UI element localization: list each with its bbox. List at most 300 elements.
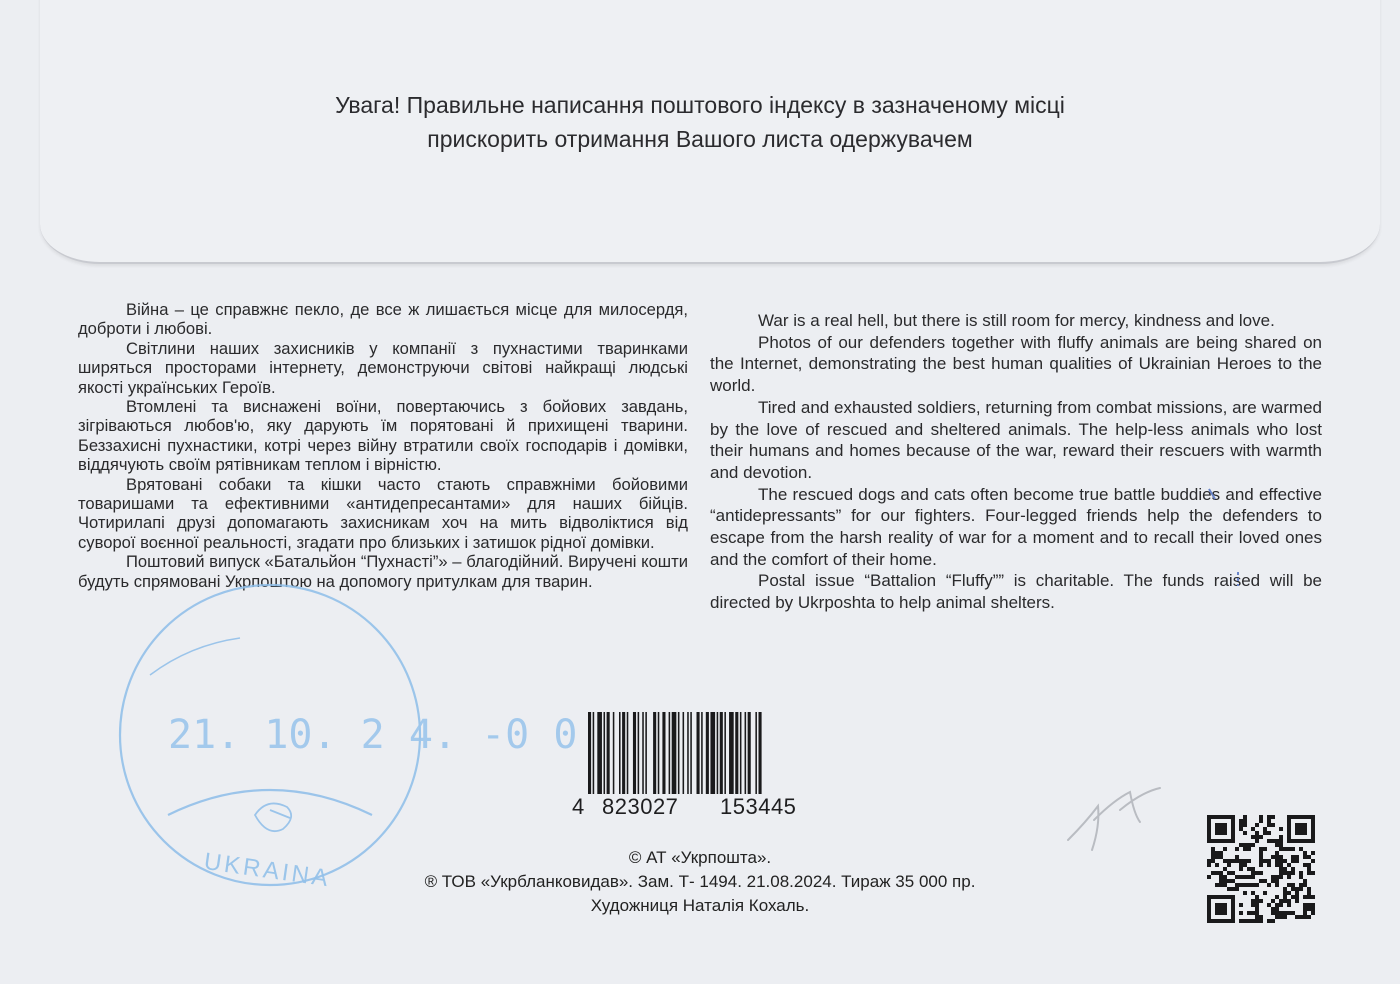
qr-module (1275, 855, 1279, 859)
qr-module (1227, 859, 1231, 863)
qr-module (1251, 827, 1255, 831)
qr-module (1271, 823, 1275, 827)
qr-module (1255, 831, 1259, 835)
qr-module (1307, 891, 1311, 895)
qr-module (1271, 815, 1275, 819)
en-paragraph: Photos of our defenders together with fluffy animals are being shared on the Internet, demonstrating the best human qualities of Ukrainian Heroes to the world. (710, 332, 1322, 396)
qr-module (1271, 899, 1275, 903)
qr-module (1219, 855, 1223, 859)
qr-module (1251, 883, 1255, 887)
qr-module (1247, 875, 1251, 879)
barcode-bar (724, 712, 726, 794)
barcode-first-digit: 4 (572, 794, 585, 819)
qr-module (1311, 871, 1315, 875)
qr-module (1223, 879, 1227, 883)
qr-module (1247, 919, 1251, 923)
barcode-bar (755, 712, 757, 794)
qr-module (1239, 819, 1243, 823)
barcode-bar (690, 712, 692, 794)
qr-module (1283, 859, 1287, 863)
qr-module (1239, 875, 1243, 879)
qr-module (1239, 867, 1243, 871)
qr-module (1303, 851, 1307, 855)
qr-module (1259, 915, 1263, 919)
qr-module (1235, 855, 1239, 859)
qr-module (1215, 855, 1219, 859)
qr-module (1255, 883, 1259, 887)
qr-module (1215, 851, 1219, 855)
qr-module (1259, 851, 1263, 855)
qr-module (1259, 819, 1263, 823)
qr-module (1267, 823, 1271, 827)
qr-module (1291, 859, 1295, 863)
qr-module (1239, 863, 1243, 867)
barcode-bar (658, 712, 660, 794)
qr-module (1259, 815, 1263, 819)
qr-module (1275, 911, 1279, 915)
qr-module (1291, 871, 1295, 875)
barcode-bar (678, 712, 680, 794)
qr-module (1247, 859, 1251, 863)
qr-module (1251, 875, 1255, 879)
qr-module (1267, 815, 1271, 819)
qr-module (1243, 919, 1247, 923)
qr-module (1255, 839, 1259, 843)
qr-module (1227, 871, 1231, 875)
qr-module (1303, 855, 1307, 859)
qr-module (1251, 903, 1255, 907)
qr-module (1287, 847, 1291, 851)
barcode-bar (633, 712, 636, 794)
qr-module (1299, 871, 1303, 875)
qr-module (1243, 863, 1247, 867)
qr-module (1267, 863, 1271, 867)
qr-module (1299, 847, 1303, 851)
qr-module (1251, 919, 1255, 923)
barcode-bar (717, 712, 719, 794)
barcode-bar (729, 712, 734, 794)
qr-module (1219, 875, 1223, 879)
qr-module (1239, 919, 1243, 923)
qr-module (1211, 847, 1215, 851)
qr-module (1279, 863, 1283, 867)
qr-module (1279, 899, 1283, 903)
qr-module (1279, 859, 1283, 863)
qr-module (1287, 863, 1291, 867)
barcode-bar (697, 712, 700, 794)
qr-module (1207, 875, 1211, 879)
qr-module (1279, 847, 1283, 851)
notice-line-1: Увага! Правильне написання поштового індексу в зазначеному місці (335, 92, 1065, 118)
ink-speck (1206, 486, 1220, 502)
qr-module (1307, 915, 1311, 919)
qr-module (1283, 895, 1287, 899)
barcode-bar (638, 712, 640, 794)
qr-module (1271, 855, 1275, 859)
qr-module (1267, 831, 1271, 835)
qr-module (1223, 875, 1227, 879)
qr-module (1239, 903, 1243, 907)
barcode-bar (653, 712, 656, 794)
qr-module (1255, 903, 1259, 907)
qr-module (1271, 911, 1275, 915)
qr-module (1211, 855, 1215, 859)
qr-module (1275, 863, 1279, 867)
qr-module (1243, 847, 1247, 851)
qr-module (1251, 871, 1255, 875)
qr-module (1243, 859, 1247, 863)
barcode-bar (735, 712, 738, 794)
qr-module (1279, 915, 1283, 919)
barcode-bar (597, 712, 602, 794)
qr-module (1291, 867, 1295, 871)
qr-module (1295, 899, 1299, 903)
barcode-bar (687, 712, 689, 794)
qr-module (1247, 867, 1251, 871)
credits-line-3: Художниця Наталія Кохаль. (590, 896, 810, 915)
barcode-bar (622, 712, 625, 794)
qr-module (1295, 855, 1299, 859)
uk-paragraph: Поштовий випуск «Батальйон “Пухнасті”» – благодійний. Виручені кошти будуть спрямовані Укрпоштою на допомогу притулкам для тварин. (78, 552, 688, 591)
barcode-bar (701, 712, 703, 794)
qr-module (1247, 883, 1251, 887)
qr-module (1235, 883, 1239, 887)
barcode-bar (607, 712, 610, 794)
qr-module (1215, 871, 1219, 875)
qr-module (1279, 875, 1283, 879)
qr-module (1251, 867, 1255, 871)
qr-module (1287, 899, 1291, 903)
qr-module (1275, 883, 1279, 887)
qr-module (1275, 915, 1279, 919)
qr-module (1271, 919, 1275, 923)
qr-module (1303, 883, 1307, 887)
qr-module (1267, 859, 1271, 863)
qr-module (1239, 843, 1243, 847)
qr-module (1235, 847, 1239, 851)
postmark-date: 21. 10. 2 4. -0 0 (168, 712, 578, 758)
qr-finder (1295, 823, 1307, 835)
barcode-bar (759, 712, 762, 794)
qr-module (1271, 875, 1275, 879)
qr-module (1255, 895, 1259, 899)
qr-module (1275, 859, 1279, 863)
qr-module (1267, 903, 1271, 907)
qr-module (1299, 915, 1303, 919)
barcode-bar (672, 712, 677, 794)
qr-module (1303, 879, 1307, 883)
qr-module (1251, 899, 1255, 903)
qr-module (1263, 831, 1267, 835)
en-paragraph: Tired and exhausted soldiers, returning from combat missions, are warmed by the love of rescued and sheltered animals. The help-less animals who lost their humans and homes because of the war, reward their rescuers with warmth and devotion. (710, 397, 1322, 482)
qr-module (1239, 883, 1243, 887)
qr-module (1291, 911, 1295, 915)
qr-module (1279, 843, 1283, 847)
qr-module (1307, 903, 1311, 907)
qr-module (1255, 907, 1259, 911)
qr-module (1295, 891, 1299, 895)
qr-module (1299, 887, 1303, 891)
qr-module (1235, 859, 1239, 863)
barcode-bar (613, 712, 615, 794)
qr-module (1283, 871, 1287, 875)
qr-module (1283, 911, 1287, 915)
qr-module (1211, 851, 1215, 855)
qr-module (1219, 883, 1223, 887)
qr-module (1255, 919, 1259, 923)
pencil-mark (1060, 780, 1170, 870)
barcode-bar (642, 712, 644, 794)
qr-module (1279, 903, 1283, 907)
barcode-group-1: 823027 (602, 794, 679, 819)
qr-module (1211, 859, 1215, 863)
qr-module (1207, 859, 1211, 863)
qr-module (1223, 867, 1227, 871)
qr-module (1243, 823, 1247, 827)
qr-module (1283, 891, 1287, 895)
qr-module (1227, 879, 1231, 883)
qr-module (1279, 855, 1283, 859)
qr-module (1307, 907, 1311, 911)
qr-module (1287, 883, 1291, 887)
qr-module (1287, 875, 1291, 879)
qr-module (1259, 863, 1263, 867)
qr-module (1291, 883, 1295, 887)
qr-module (1251, 843, 1255, 847)
qr-module (1267, 839, 1271, 843)
qr-module (1303, 907, 1307, 911)
qr-module (1283, 847, 1287, 851)
postmark-country: UKRAINA (202, 847, 333, 893)
qr-module (1255, 899, 1259, 903)
barcode-bars (588, 712, 824, 794)
qr-module (1279, 867, 1283, 871)
barcode-bar (593, 712, 595, 794)
postal-code-notice (150, 88, 1250, 156)
qr-module (1275, 839, 1279, 843)
en-paragraph: War is a real hell, but there is still room for mercy, kindness and love. (758, 311, 1275, 330)
qr-module (1307, 871, 1311, 875)
qr-module (1283, 887, 1287, 891)
credits-line-1: © АТ «Укрпошта». (628, 848, 772, 867)
qr-module (1279, 835, 1283, 839)
qr-module (1251, 891, 1255, 895)
qr-module (1239, 859, 1243, 863)
qr-module (1311, 903, 1315, 907)
barcode-bar (619, 712, 621, 794)
qr-module (1283, 899, 1287, 903)
qr-module (1303, 863, 1307, 867)
qr-module (1247, 843, 1251, 847)
qr-module (1291, 855, 1295, 859)
qr-module (1243, 819, 1247, 823)
qr-module (1231, 879, 1235, 883)
qr-module (1263, 891, 1267, 895)
qr-module (1311, 895, 1315, 899)
qr-code (1207, 815, 1315, 923)
barcode-bar (627, 712, 629, 794)
qr-module (1295, 915, 1299, 919)
qr-module (1307, 887, 1311, 891)
qr-module (1275, 879, 1279, 883)
qr-module (1215, 863, 1219, 867)
qr-module (1275, 843, 1279, 847)
qr-module (1223, 847, 1227, 851)
english-text-column (710, 310, 1322, 614)
qr-module (1243, 843, 1247, 847)
qr-module (1287, 911, 1291, 915)
en-paragraph: The rescued dogs and cats often become true battle buddies and effective “antidepressants” for our fighters. Four-legged friends help the defenders to escape from the harsh reality of war for a moment and to recall their loved ones and the comfort of their home. (710, 484, 1322, 569)
qr-module (1279, 839, 1283, 843)
qr-module (1259, 899, 1263, 903)
barcode-bar (748, 712, 751, 794)
qr-module (1271, 839, 1275, 843)
qr-module (1275, 895, 1279, 899)
qr-module (1235, 875, 1239, 879)
qr-module (1255, 823, 1259, 827)
barcode-bar (645, 712, 647, 794)
qr-module (1307, 895, 1311, 899)
qr-module (1239, 823, 1243, 827)
qr-module (1251, 835, 1255, 839)
qr-module (1311, 911, 1315, 915)
qr-module (1259, 855, 1263, 859)
qr-module (1255, 871, 1259, 875)
qr-finder (1215, 823, 1227, 835)
qr-module (1267, 919, 1271, 923)
qr-module (1271, 879, 1275, 883)
qr-module (1275, 903, 1279, 907)
qr-module (1255, 911, 1259, 915)
qr-module (1243, 875, 1247, 879)
qr-module (1291, 847, 1295, 851)
qr-module (1259, 835, 1263, 839)
qr-module (1275, 851, 1279, 855)
ukrainian-text-column (78, 300, 688, 591)
barcode-bar (706, 712, 709, 794)
qr-module (1263, 879, 1267, 883)
qr-module (1227, 863, 1231, 867)
uk-paragraph: Врятовані собаки та кішки часто стають справжніми бойовими товаришами та ефективними «антидепресантами» для наших бійців. Чотирилапі друзі допомагають захисникам хоч на мить відволіктися від суворої воєнної реальності, згадати про близьких і затишок рідної домівки. (78, 474, 688, 552)
qr-module (1275, 875, 1279, 879)
qr-module (1275, 907, 1279, 911)
barcode (572, 706, 827, 821)
credits-line-2: ® ТОВ «Укрбланковидав». Зам. Т- 1494. 21.08.2024. Тираж 35 000 пр. (424, 872, 976, 891)
qr-module (1267, 819, 1271, 823)
qr-module (1219, 871, 1223, 875)
barcode-bar (683, 712, 685, 794)
qr-module (1259, 847, 1263, 851)
qr-module (1243, 831, 1247, 835)
publisher-credits (340, 846, 1060, 918)
qr-module (1259, 919, 1263, 923)
qr-module (1259, 859, 1263, 863)
barcode-group-2: 153445 (720, 794, 797, 819)
qr-module (1247, 847, 1251, 851)
qr-module (1219, 851, 1223, 855)
qr-module (1291, 895, 1295, 899)
qr-module (1231, 871, 1235, 875)
uk-paragraph: Втомлені та виснажені воїни, повертаючись з бойових завдань, зігріваються любов'ю, яку дарують їм порятовані й прихищені тварини. Беззахисні пухнастики, котрі через війну втратили своїх господарів і домівки, віддячують своїм рятівникам теплом і вірністю. (78, 397, 688, 475)
qr-module (1307, 867, 1311, 871)
qr-module (1219, 879, 1223, 883)
qr-module (1263, 859, 1267, 863)
qr-module (1307, 855, 1311, 859)
qr-module (1207, 863, 1211, 867)
qr-module (1279, 911, 1283, 915)
qr-module (1299, 883, 1303, 887)
qr-module (1299, 875, 1303, 879)
qr-module (1295, 895, 1299, 899)
qr-module (1263, 827, 1267, 831)
qr-module (1311, 859, 1315, 863)
barcode-bar (669, 712, 671, 794)
qr-module (1287, 903, 1291, 907)
barcode-bar (740, 712, 742, 794)
qr-module (1283, 867, 1287, 871)
qr-module (1287, 891, 1291, 895)
ink-speck (1234, 570, 1244, 590)
barcode-bar (710, 712, 715, 794)
qr-module (1259, 879, 1263, 883)
qr-module (1279, 871, 1283, 875)
qr-module (1255, 835, 1259, 839)
qr-module (1251, 911, 1255, 915)
qr-module (1271, 907, 1275, 911)
qr-module (1231, 859, 1235, 863)
qr-module (1223, 883, 1227, 887)
qr-module (1239, 827, 1243, 831)
barcode-bar (588, 712, 591, 794)
qr-module (1243, 883, 1247, 887)
qr-module (1279, 827, 1283, 831)
qr-module (1291, 887, 1295, 891)
notice-line-2: прискорить отримання Вашого листа одержувачем (427, 126, 973, 152)
en-paragraph: Postal issue “Battalion “Fluffy”” is charitable. The funds raised will be directed by Ukrposhta to help animal shelters. (710, 571, 1322, 613)
barcode-bar (720, 712, 723, 794)
qr-module (1263, 847, 1267, 851)
qr-module (1243, 891, 1247, 895)
uk-paragraph: Війна – це справжнє пекло, де все ж лишається місце для милосердя, доброти і любові. (78, 300, 688, 339)
qr-module (1247, 911, 1251, 915)
qr-finder (1215, 903, 1227, 915)
qr-module (1303, 915, 1307, 919)
qr-module (1227, 887, 1231, 891)
qr-module (1287, 871, 1291, 875)
qr-module (1303, 911, 1307, 915)
qr-module (1255, 915, 1259, 919)
qr-module (1303, 903, 1307, 907)
qr-module (1231, 887, 1235, 891)
qr-module (1235, 887, 1239, 891)
qr-module (1211, 871, 1215, 875)
barcode-bar (745, 712, 747, 794)
qr-module (1295, 887, 1299, 891)
qr-module (1303, 895, 1307, 899)
qr-module (1283, 915, 1287, 919)
qr-module (1311, 851, 1315, 855)
barcode-bar (604, 712, 606, 794)
qr-module (1311, 907, 1315, 911)
qr-module (1295, 859, 1299, 863)
barcode-bar (662, 712, 665, 794)
qr-module (1259, 871, 1263, 875)
qr-module (1215, 883, 1219, 887)
qr-module (1239, 911, 1243, 915)
qr-module (1267, 883, 1271, 887)
qr-module (1243, 815, 1247, 819)
qr-module (1223, 859, 1227, 863)
